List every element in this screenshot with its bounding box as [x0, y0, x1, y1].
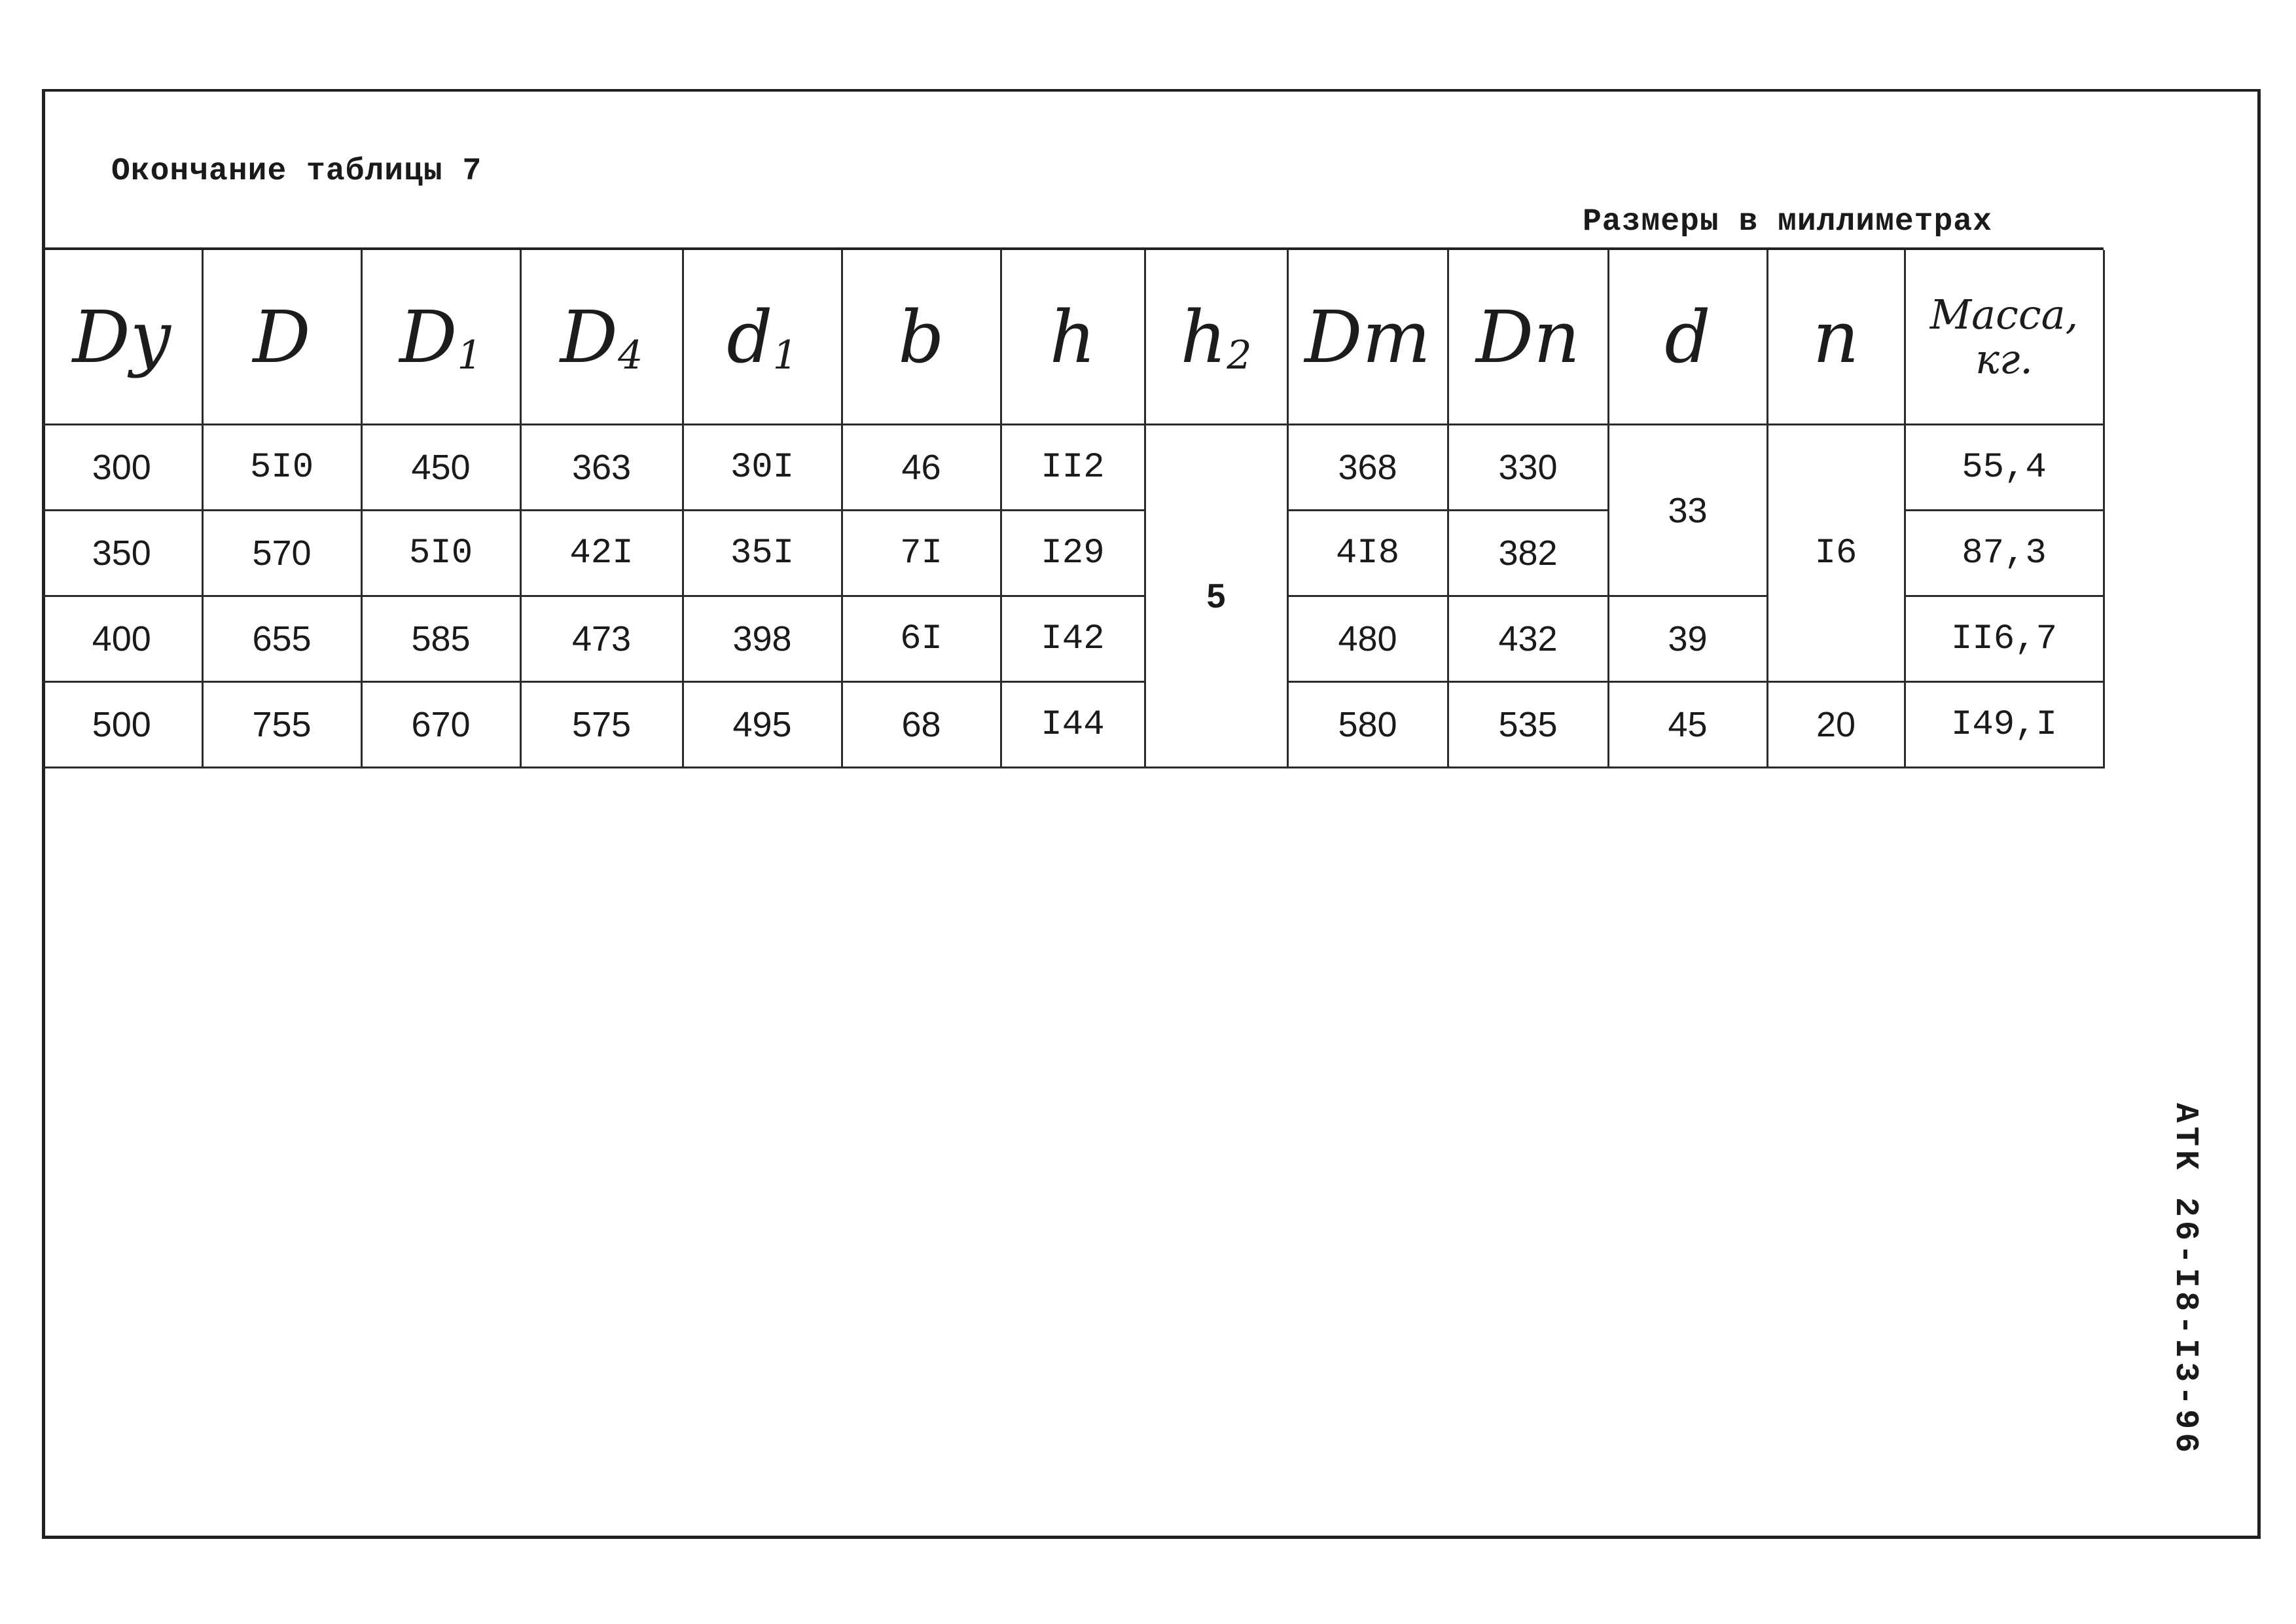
cell-n-row4: 20 [1767, 682, 1905, 768]
cell-d-row3: 39 [1608, 596, 1767, 682]
cell-dy: 400 [42, 596, 202, 682]
cell-dy: 350 [42, 511, 202, 596]
header-mass-line2: кг. [1975, 334, 2034, 383]
cell-h: II2 [1001, 425, 1145, 511]
cell-d1-outer: 450 [361, 425, 520, 511]
cell-dy: 300 [42, 425, 202, 511]
cell-n-merged-rows123: I6 [1767, 425, 1905, 682]
cell-dn: 535 [1448, 682, 1608, 768]
cell-b: 68 [842, 682, 1001, 768]
header-b: b [842, 250, 1001, 425]
header-subscript: 4 [618, 332, 643, 378]
cell-d4: 363 [520, 425, 683, 511]
header-dm: Dm [1287, 250, 1448, 425]
header-d: d [1608, 250, 1767, 425]
cell-d1-outer: 670 [361, 682, 520, 768]
header-dy: Dy [42, 250, 202, 425]
cell-mass: II6,7 [1905, 596, 2104, 682]
cell-d-outer: 5I0 [202, 425, 361, 511]
header-mass [1905, 250, 2104, 425]
header-subscript: 1 [772, 332, 798, 378]
cell-d1-outer: 585 [361, 596, 520, 682]
cell-mass: 87,3 [1905, 511, 2104, 596]
header-d1-outer: $D_1$ [361, 250, 520, 425]
cell-h: I42 [1001, 596, 1145, 682]
cell-dn: 330 [1448, 425, 1608, 511]
cell-dn: 432 [1448, 596, 1608, 682]
table-row [42, 682, 2104, 768]
document-code: АТК 26-I8-I3-96 [2166, 1103, 2204, 1457]
cell-d-row4: 45 [1608, 682, 1767, 768]
header-n: n [1767, 250, 1905, 425]
header-subscript: 2 [1227, 332, 1252, 378]
cell-d1-outer: 5I0 [361, 511, 520, 596]
cell-dy: 500 [42, 682, 202, 768]
cell-dm: 4I8 [1287, 511, 1448, 596]
dimensions-table [42, 250, 2105, 768]
cell-d1-small: 35I [683, 511, 842, 596]
header-d1-small: $d_1$ [683, 250, 842, 425]
header-subscript: 1 [457, 332, 482, 378]
cell-d1-small: 398 [683, 596, 842, 682]
header-dn: Dn [1448, 250, 1608, 425]
cell-d-outer: 755 [202, 682, 361, 768]
header-d4: $D_4$ [520, 250, 683, 425]
units-note: Размеры в миллиметрах [1583, 204, 1992, 240]
header-h2: $h_2$ [1145, 250, 1287, 425]
cell-h: I44 [1001, 682, 1145, 768]
cell-b: 7I [842, 511, 1001, 596]
table-row [42, 425, 2104, 511]
cell-d4: 42I [520, 511, 683, 596]
cell-dm: 368 [1287, 425, 1448, 511]
cell-mass: I49,I [1905, 682, 2104, 768]
header-d-outer: D [202, 250, 361, 425]
cell-d-outer: 655 [202, 596, 361, 682]
table-header-row [42, 250, 2104, 425]
header-h: h [1001, 250, 1145, 425]
cell-b: 46 [842, 425, 1001, 511]
cell-d-merged-rows12: 33 [1608, 425, 1767, 596]
cell-d1-small: 495 [683, 682, 842, 768]
cell-d1-small: 30I [683, 425, 842, 511]
cell-d4: 575 [520, 682, 683, 768]
cell-h2-merged: 5 [1145, 425, 1287, 768]
cell-b: 6I [842, 596, 1001, 682]
cell-d-outer: 570 [202, 511, 361, 596]
cell-mass: 55,4 [1905, 425, 2104, 511]
cell-dn: 382 [1448, 511, 1608, 596]
cell-d4: 473 [520, 596, 683, 682]
table-caption: Окончание таблицы 7 [111, 154, 482, 189]
cell-h: I29 [1001, 511, 1145, 596]
cell-dm: 580 [1287, 682, 1448, 768]
header-mass-line1: Масса, [1929, 290, 2079, 338]
cell-dm: 480 [1287, 596, 1448, 682]
